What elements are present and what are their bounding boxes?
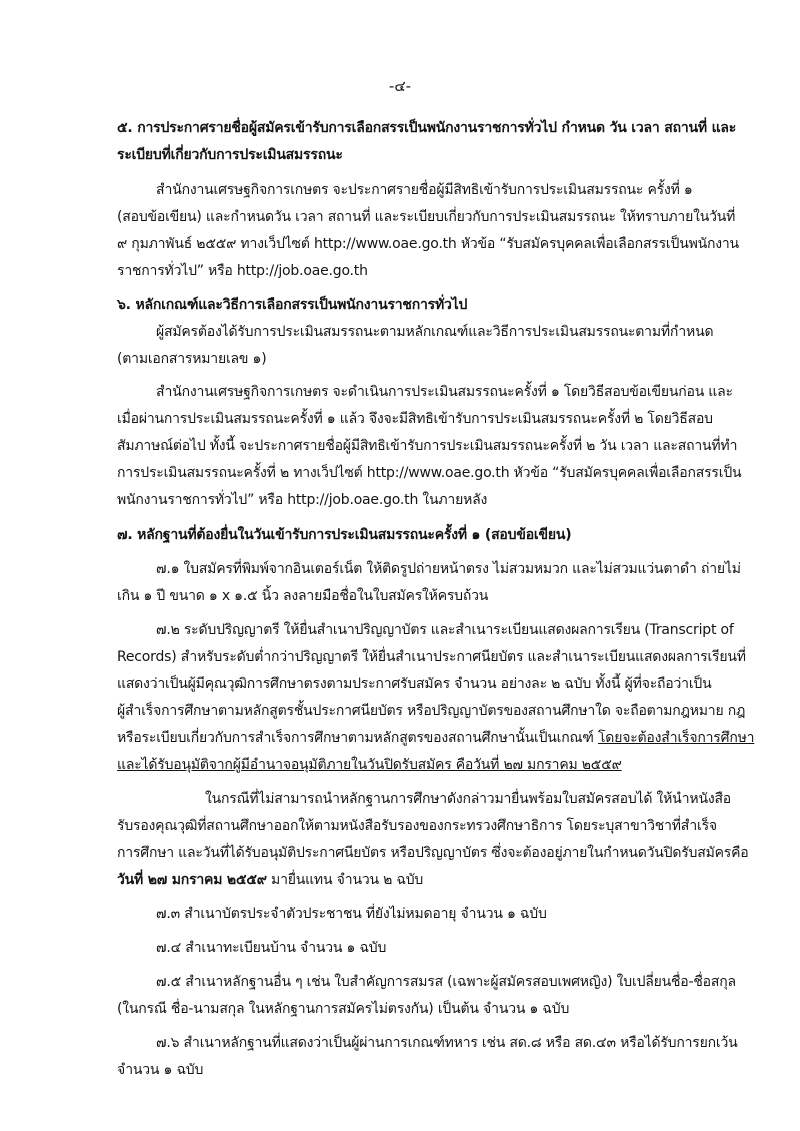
item-7-2-alt-text: มายื่นแทน จำนวน ๒ ฉบับ	[266, 872, 424, 888]
deadline-date: วันที่ ๒๗ มกราคม ๒๕๕๙	[117, 872, 267, 888]
item-7-2-alt-cont: การศึกษา และวันที่ได้รับอนุมัติประกาศนียบัตร หรือปริญญาบัตร ซึ่งจะต้องอยู่ภายในกำหนดวันปิดรับสมัครคือ	[117, 845, 749, 861]
section-6-text: (ตามเอกสารหมายเลข ๑)	[117, 351, 267, 367]
item-7-2-alt: ในกรณีที่ไม่สามารถนำหลักฐานการศึกษาดังกล่าวมายื่นพร้อมใบสมัครสอบได้ ให้นำหนังสือ	[205, 791, 732, 807]
item-7-2-alt-cont	[117, 871, 423, 889]
section-6-text: สัมภาษณ์ต่อไป ทั้งนี้ จะประกาศรายชื่อผู้มีสิทธิเข้ารับการประเมินสมรรถนะครั้งที่ ๒ วัน เวลา และสถานที่ทำ	[117, 438, 738, 454]
item-7-2: ๗.๒ ระดับปริญญาตรี ให้ยื่นสำเนาปริญญาบัตร และสำเนาระเบียนแสดงผลการเรียน (Transcript of	[156, 622, 734, 638]
deadline-note-underlined: และได้รับอนุมัติจากผู้มีอำนาจอนุมัติภายในวันปิดรับสมัคร คือวันที่ ๒๗ มกราคม ๒๕๕๙	[117, 757, 622, 773]
item-7-2-cont: แสดงว่าเป็นผู้มีคุณวุฒิการศึกษาตรงตามประกาศรับสมัคร จำนวน อย่างละ ๒ ฉบับ ทั้งนี้ ผู้ที่จะถือว่าเป็น	[117, 676, 712, 692]
item-7-6: ๗.๖ สำเนาหลักฐานที่แสดงว่าเป็นผู้ผ่านการเกณฑ์ทหาร เช่น สด.๘ หรือ สด.๔๓ หรือได้รับการยกเว้น	[156, 1035, 738, 1051]
section-5-text: (สอบข้อเขียน) และกำหนดวัน เวลา สถานที่ และระเบียบเกี่ยวกับการประเมินสมรรถนะ ให้ทราบภายในวันที่	[117, 209, 736, 225]
item-7-3: ๗.๓ สำเนาบัตรประจำตัวประชาชน ที่ยังไม่หมดอายุ จำนวน ๑ ฉบับ	[156, 906, 547, 922]
item-7-2-cont	[117, 729, 754, 747]
item-7-2-cont: ผู้สำเร็จการศึกษาตามหลักสูตรชั้นประกาศนียบัตร หรือปริญญาบัตรของสถานศึกษาใด จะถือตามกฎหมาย กฎ	[117, 703, 746, 719]
item-7-5: ๗.๕ สำเนาหลักฐานอื่น ๆ เช่น ใบสำคัญการสมรส (เฉพาะผู้สมัครสอบเพศหญิง) ใบเปลี่ยนชื่อ-ชื่อสกุล	[156, 974, 736, 990]
section-6-text: สำนักงานเศรษฐกิจการเกษตร จะดำเนินการประเมินสมรรถนะครั้งที่ ๑ โดยวิธีสอบข้อเขียนก่อน และ	[156, 384, 733, 400]
item-7-4: ๗.๔ สำเนาทะเบียนบ้าน จำนวน ๑ ฉบับ	[156, 940, 387, 956]
page-number: -๔-	[388, 77, 412, 95]
section-6-text: เมื่อผ่านการประเมินสมรรถนะครั้งที่ ๑ แล้ว จึงจะมีสิทธิเข้ารับการประเมินสมรรถนะครั้งที่ ๒ โดยวิธีสอบ	[117, 411, 713, 427]
section-5-heading: ๕. การประกาศรายชื่อผู้สมัครเข้ารับการเลือกสรรเป็นพนักงานราชการทั่วไป กำหนด วัน เวลา สถานที่ และ	[117, 120, 737, 136]
section-6-text: ผู้สมัครต้องได้รับการประเมินสมรรถนะตามหลักเกณฑ์และวิธีการประเมินสมรรถนะตามที่กำหนด	[156, 324, 714, 340]
item-7-2-alt-cont: รับรองคุณวุฒิที่สถานศึกษาออกให้ตามหนังสือรับรองของกระทรวงศึกษาธิการ โดยระบุสาขาวิชาที่สำเร็จ	[117, 818, 717, 834]
section-5-text: สำนักงานเศรษฐกิจการเกษตร จะประกาศรายชื่อผู้มีสิทธิเข้ารับการประเมินสมรรถนะ ครั้งที่ ๑	[156, 182, 693, 198]
section-5-text: ราชการทั่วไป” หรือ http://job.oae.go.th	[117, 263, 368, 279]
section-6-text: การประเมินสมรรถนะครั้งที่ ๒ ทางเว็ปไซต์ http://www.oae.go.th หัวข้อ “รับสมัครบุคคลเพื่อเลือกสรรเป็น	[117, 465, 742, 481]
section-6-text: พนักงานราชการทั่วไป” หรือ http://job.oae.go.th ในภายหลัง	[117, 492, 488, 508]
item-7-2-cont: Records) สำหรับระดับต่ำกว่าปริญญาตรี ให้ยื่นสำเนาประกาศนียบัตร และสำเนาระเบียนแสดงผลการเรียนที่	[117, 649, 746, 665]
item-7-1-cont: เกิน ๑ ปี ขนาด ๑ x ๑.๕ นิ้ว ลงลายมือชื่อในใบสมัครให้ครบถ้วน	[117, 588, 489, 604]
item-7-5-cont: (ในกรณี ชื่อ-นามสกุล ในหลักฐานการสมัครไม่ตรงกัน) เป็นต้น จำนวน ๑ ฉบับ	[117, 1001, 570, 1017]
deadline-note-underlined: โดยจะต้องสำเร็จการศึกษา	[597, 730, 755, 746]
item-7-2-text: หรือระเบียบเกี่ยวกับการสำเร็จการศึกษาตามหลักสูตรของสถานศึกษานั้นเป็นเกณฑ์	[117, 730, 598, 746]
section-5-text: ๙ กุมภาพันธ์ ๒๕๕๙ ทางเว็ปไซต์ http://www.oae.go.th หัวข้อ “รับสมัครบุคคลเพื่อเลือกสรรเป็นพนักงาน	[117, 236, 739, 252]
section-5-heading-cont: ระเบียบที่เกี่ยวกับการประเมินสมรรถนะ	[117, 147, 343, 163]
section-7-heading: ๗. หลักฐานที่ต้องยื่นในวันเข้ารับการประเมินสมรรถนะครั้งที่ ๑ (สอบข้อเขียน)	[117, 527, 572, 543]
section-6-heading: ๖. หลักเกณฑ์และวิธีการเลือกสรรเป็นพนักงานราชการทั่วไป	[117, 297, 468, 313]
item-7-1: ๗.๑ ใบสมัครที่พิมพ์จากอินเตอร์เน็ต ให้ติดรูปถ่ายหน้าตรง ไม่สวมหมวก และไม่สวมแว่นตาดำ ถ่ายไม่	[156, 561, 741, 577]
item-7-6-cont: จำนวน ๑ ฉบับ	[117, 1062, 204, 1078]
